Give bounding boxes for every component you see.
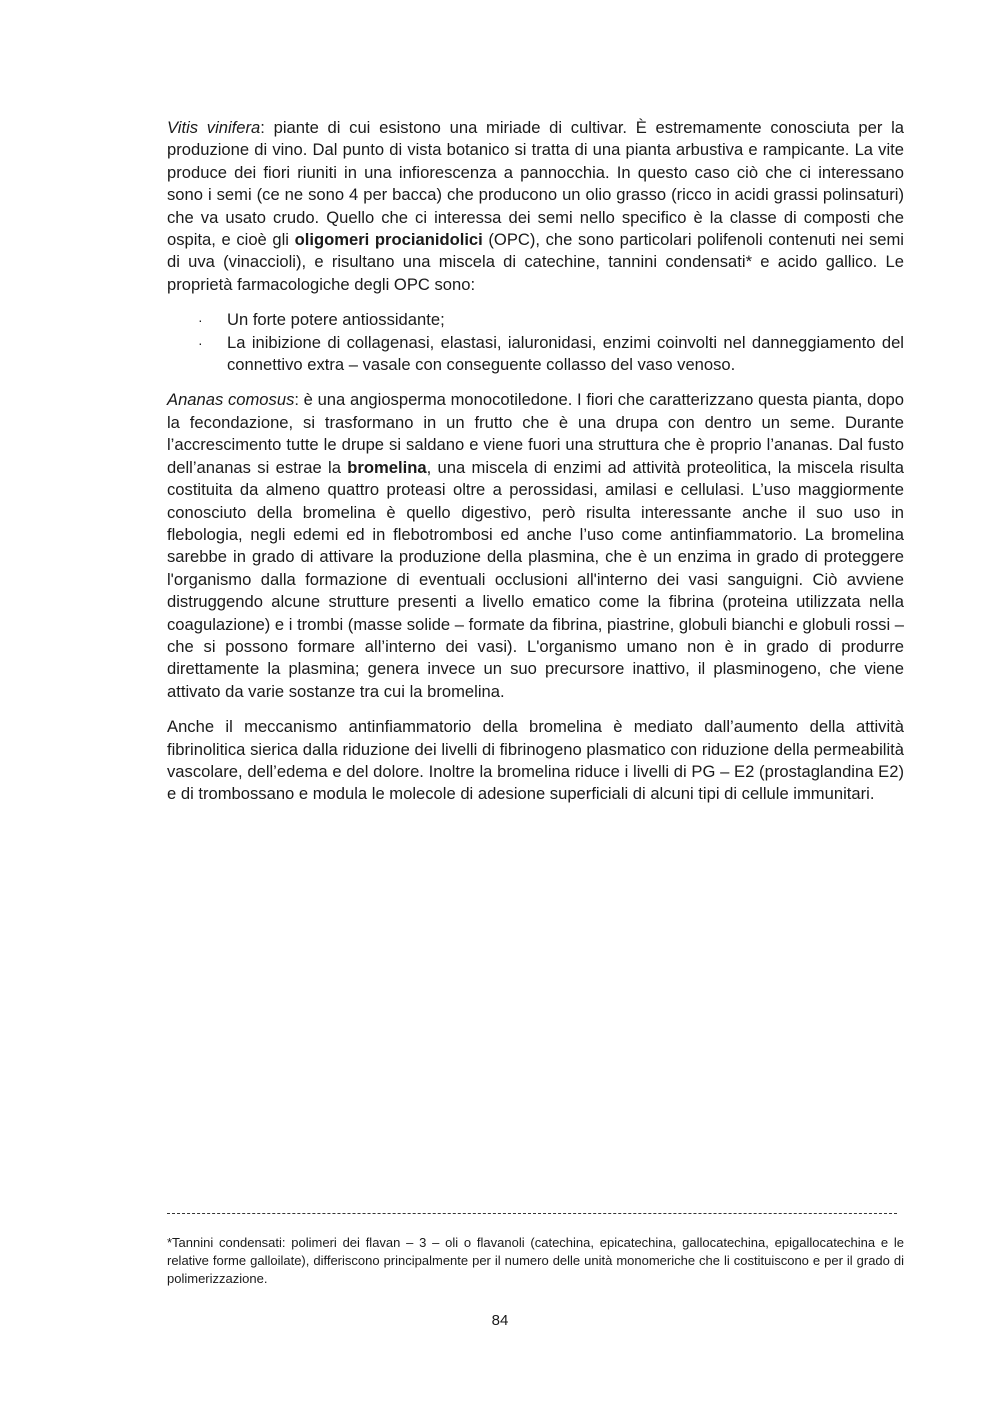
list-item bbox=[167, 332, 904, 377]
paragraph-bromelina-mechanism: Anche il meccanismo antinfiammatorio della bromelina è mediato dall’aumento della attività fibrinolitica sierica dalla riduzione dei livelli di fibrinogeno plasmatico con riduzione della permeabilità vascolare, dell’edema e del dolore. Inoltre la bromelina riduce i livelli di PG – E2 (prostaglandina E2) e di trombossano e modula le molecole di adesione superficiali di alcuni tipi di cellule immunitari. bbox=[167, 717, 904, 804]
list-item-text: Un forte potere antiossidante; bbox=[227, 310, 445, 330]
bullet-marker: · bbox=[198, 334, 203, 351]
opc-properties-list bbox=[167, 309, 904, 376]
species-name-vitis: Vitis vinifera bbox=[167, 118, 261, 137]
paragraph-text: : piante di cui esistono una miriade di cultivar. È estremamente conosciuta per la produzione di vino. Dal punto di vista botanico si tratta di una pianta arbustiva e rampicante. La vite produce dei fiori riuniti in una infiorescenza a pannocchia. In questo caso ciò che ci interessano sono i semi (ce ne sono 4 per bacca) che producono un olio grasso (ricco in acidi grassi polinsaturi) che va usato crudo. Quello che ci interessa dei semi nello specifico è la classe di composti che ospita, e cioè gli bbox=[167, 118, 904, 250]
bullet-marker: · bbox=[198, 312, 203, 329]
list-item-text: La inibizione di collagenasi, elastasi, ialuronidasi, enzimi coinvolti nel danneggiamento del connettivo extra – vasale con conseguente collasso del vaso venoso. bbox=[227, 332, 904, 375]
paragraph-text: : è una angiosperma monocotiledone. I fiori che caratterizzano questa pianta, dopo la fecondazione, si trasformano in un frutto che è una drupa con dentro un seme. Durante l’accrescimento tutte le drupe si saldano e viene fuori una struttura che è proprio l’ananas. Dal fusto dell’ananas si estrae la bbox=[167, 390, 905, 477]
page-number: 84 bbox=[491, 1312, 509, 1329]
footnote-separator bbox=[167, 1213, 897, 1214]
species-name-ananas: Ananas comosus bbox=[167, 390, 295, 410]
bold-term-bromelina: bromelina bbox=[347, 457, 427, 477]
paragraph-vitis-vinifera bbox=[167, 117, 904, 296]
list-item bbox=[167, 309, 904, 331]
page-body bbox=[167, 117, 904, 819]
bold-term-opc: oligomeri procianidolici bbox=[294, 230, 483, 250]
paragraph-text: (OPC), che sono particolari polifenoli contenuti nei semi di uva (vinaccioli), e risultano una miscela di catechine, tannini condensati* e acido gallico. Le proprietà farmacologiche degli OPC sono: bbox=[167, 230, 904, 294]
paragraph-ananas-comosus bbox=[167, 389, 904, 703]
paragraph-text: , una miscela di enzimi ad attività proteolitica, la miscela risulta costituita da almeno quattro proteasi oltre a perossidasi, amilasi e cellulasi. L’uso maggiormente conosciuto della bromelina è quello digestivo, però risulta interessante anche il suo uso in flebologia, negli edemi ed in flebotrombosi ed anche l’uso come antinfiammatorio. La bromelina sarebbe in grado di attivare la produzione della plasmina, che è un enzima in grado di proteggere l'organismo dalla formazione di eventuali occlusioni all'interno dei vasi sanguigni. Ciò avviene distruggendo alcune strutture presenti a livello ematico come la fibrina (proteina utilizzata nella coagulazione) e i trombi (masse solide – formate da fibrina, piastrine, globuli bianchi e globuli rossi – che si possono formare all’interno dei vasi). L'organismo umano non è in grado di produrre direttamente la plasmina; genera invece un suo precursore inattivo, il plasminogeno, che viene attivato da varie sostanze tra cui la bromelina. bbox=[167, 457, 904, 701]
footnote: *Tannini condensati: polimeri dei flavan – 3 – oli o flavanoli (catechina, epicatechina, gallocatechina, epigallocatechina e le relative forme galloilate), differiscono principalmente per il numero delle unità monomeriche che li costituiscono e per il grado di polimerizzazione. bbox=[167, 1235, 904, 1286]
